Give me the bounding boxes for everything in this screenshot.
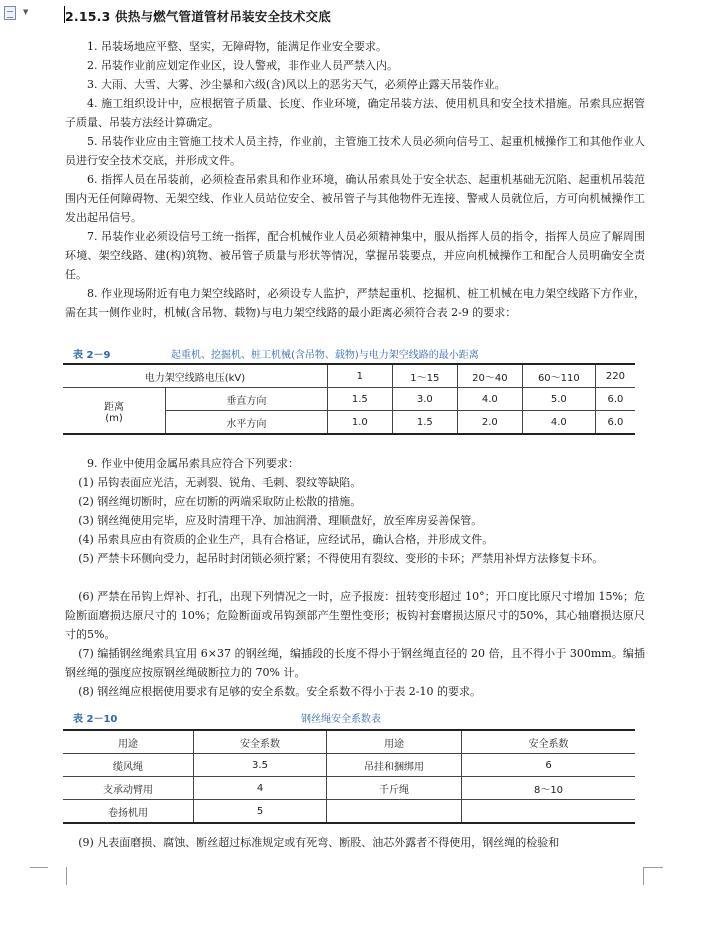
paragraph: 3. 大雨、大雪、大雾、沙尘暴和六级(含)风以上的恶劣天气，必须停止露天吊装作业。 — [87, 78, 506, 91]
table-cell — [63, 388, 166, 435]
paragraph: (9) 凡表面磨损、腐蚀、断丝超过标准规定或有死弯、断股、油芯外露者不得使用，钢丝绳的检验和 — [78, 836, 560, 849]
paragraph: 2. 吊装作业前应划定作业区，设人警戒，非作业人员严禁入内。 — [87, 59, 398, 72]
table-title: 钢丝绳安全系数表 — [301, 714, 381, 725]
table-cell: 水平方向 — [166, 411, 328, 435]
table-row — [63, 777, 635, 800]
table-cell: 千斤绳 — [327, 777, 462, 800]
table-cell: 1.5 — [392, 411, 457, 435]
table-header-cell: 电力架空线路电压(kV) — [63, 364, 327, 388]
page-corner-mark — [643, 867, 662, 885]
safety-factor-table — [63, 729, 635, 824]
paragraph: (4) 吊索具应由有资质的企业生产，具有合格证，应经试吊，确认合格，并形成文件。 — [78, 533, 494, 546]
section-title — [65, 7, 331, 25]
table-header-cell: 安全系数 — [462, 730, 636, 754]
distance-unit: (m) — [105, 412, 123, 424]
document-icon[interactable] — [4, 6, 16, 20]
table-cell: 5 — [194, 800, 327, 824]
table-header-cell: 用途 — [63, 730, 194, 754]
paragraph: 9. 作业中使用金属吊索具应符合下列要求： — [87, 457, 299, 470]
table-cell: 吊挂和捆绑用 — [327, 754, 462, 777]
table-cell — [327, 800, 462, 824]
chevron-down-icon[interactable]: ▼ — [23, 8, 29, 16]
table-header-cell: 60～110 — [522, 364, 595, 388]
table-row — [63, 800, 635, 824]
paragraph: (2) 钢丝绳切断时，应在切断的两端采取防止松散的措施。 — [78, 495, 362, 508]
paragraph: 4. 施工组织设计中，应根据管子质量、长度、作业环境，确定吊装方法、使用机具和安全技术措施。吊索具应据管子质量、吊装方法经计算确定。 — [65, 97, 645, 129]
table-cell — [462, 800, 636, 824]
table-cell: 8～10 — [462, 777, 636, 800]
table-cell: 5.0 — [522, 388, 595, 411]
table-title: 起重机、挖掘机、桩工机械(含吊物、载物)与电力架空线路的最小距离 — [171, 350, 479, 361]
table-cell: 卷扬机用 — [63, 800, 194, 824]
table-cell: 6.0 — [595, 411, 635, 435]
table-header-cell: 20～40 — [457, 364, 522, 388]
table-cell: 4.0 — [457, 388, 522, 411]
table-row — [63, 754, 635, 777]
table-header-cell: 用途 — [327, 730, 462, 754]
table-cell: 2.0 — [457, 411, 522, 435]
paragraph: 5. 吊装作业应由主管施工技术人员主持，作业前，主管施工技术人员必须向信号工、起重机械操作工和其他作业人员进行安全技术交底，并形成文件。 — [65, 135, 645, 167]
table-header-cell: 安全系数 — [194, 730, 327, 754]
table-cell: 缆风绳 — [63, 754, 194, 777]
paragraph: 1. 吊装场地应平整、坚实，无障碍物，能满足作业安全要求。 — [87, 40, 387, 53]
page-corner-mark — [30, 867, 48, 868]
table-cell: 6 — [462, 754, 636, 777]
page-corner-mark — [48, 867, 67, 885]
table-cell: 垂直方向 — [166, 388, 328, 411]
paragraph: (8) 钢丝绳应根据使用要求有足够的安全系数。安全系数不得小于表 2-10 的要求。 — [78, 685, 481, 698]
table-label: 表 2－9 — [73, 350, 111, 361]
table-header-cell: 220 — [595, 364, 635, 388]
section-title-text: 2.15.3 供热与燃气管道管材吊装安全技术交底 — [65, 9, 331, 24]
distance-label: 距离 — [104, 401, 124, 413]
table-cell: 支承动臂用 — [63, 777, 194, 800]
paragraph: (6) 严禁在吊钩上焊补、打孔，出现下列情况之一时，应予报废：扭转变形超过 10°；开口度比原尺寸增加 15%；危险断面磨损达原尺寸的 10%；危险断面或吊钩颈部产生塑性变形；板钩衬套磨损达原尺寸的50%，其心轴磨损达原尺寸的5%。 — [65, 590, 645, 641]
page-corner-mark — [643, 867, 663, 868]
table-header-cell: 1 — [327, 364, 392, 388]
paragraph: 7. 吊装作业必须设信号工统一指挥，配合机械作业人员必须精神集中，服从指挥人员的指令，指挥人员应了解周围环境、架空线路、建(构)筑物、被吊管子质量与形状等情况，掌握吊装要点，并应向机械操作工和配合人员明确安全责任。 — [65, 230, 645, 281]
table-cell: 1.0 — [327, 411, 392, 435]
paragraph: (5) 严禁卡环侧向受力，起吊时封闭锁必须拧紧；不得使用有裂纹、变形的卡环；严禁用补焊方法修复卡环。 — [78, 552, 604, 565]
table-cell: 4 — [194, 777, 327, 800]
table-row — [63, 730, 635, 754]
table-cell: 1.5 — [327, 388, 392, 411]
table-row — [63, 364, 635, 388]
paragraph: (7) 编插钢丝绳索具宜用 6×37 的钢丝绳，编插段的长度不得小于钢丝绳直径的 20 倍，且不得小于 300mm。编插钢丝绳的强度应按原钢丝绳破断拉力的 70% 计。 — [65, 647, 645, 679]
table-cell: 3.0 — [392, 388, 457, 411]
table-cell: 4.0 — [522, 411, 595, 435]
table-label: 表 2－10 — [73, 714, 118, 725]
table-row — [63, 388, 635, 411]
table-cell: 3.5 — [194, 754, 327, 777]
paragraph: 8. 作业现场附近有电力架空线路时，必须设专人监护，严禁起重机、挖掘机、桩工机械在电力架空线路下方作业，需在其一侧作业时，机械(含吊物、载物)与电力架空线路的最小距离必须符合表 2-9 的要求： — [65, 287, 645, 319]
paragraph: (3) 钢丝绳使用完毕，应及时清理干净、加油润滑、理顺盘好，放至库房妥善保管。 — [78, 514, 483, 527]
paragraph: 6. 指挥人员在吊装前，必须检查吊索具和作业环境，确认吊索具处于安全状态、起重机基础无沉陷、起重机吊装范围内无任何障碍物、无架空线、作业人员站位安全、被吊管子与其他物件无连接、警戒人员就位后，方可向机械操作工发出起吊信号。 — [65, 173, 645, 224]
table-cell: 6.0 — [595, 388, 635, 411]
paragraph: (1) 吊钩表面应光洁，无剥裂、锐角、毛刺、裂纹等缺陷。 — [78, 476, 362, 489]
text-cursor — [64, 6, 65, 23]
table-header-cell: 1～15 — [392, 364, 457, 388]
distance-table — [63, 363, 635, 435]
